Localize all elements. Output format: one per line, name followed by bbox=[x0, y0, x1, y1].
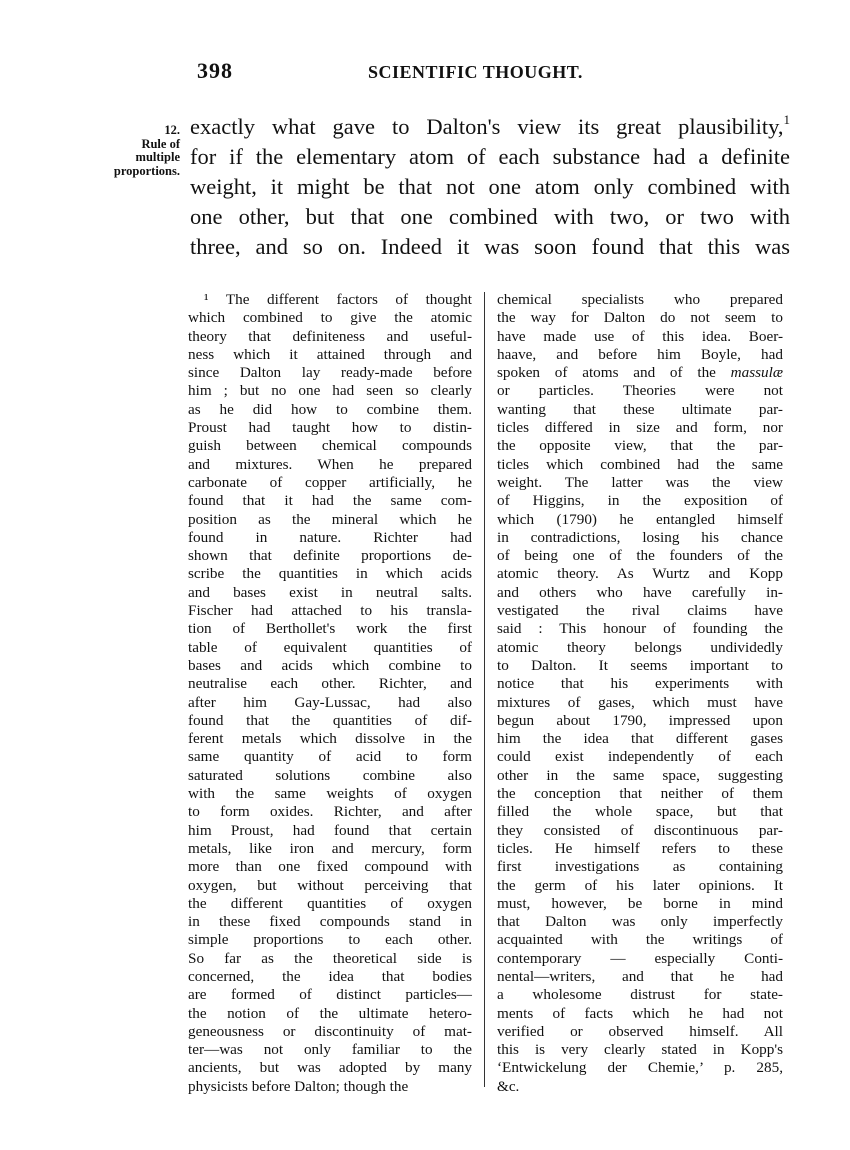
footnote-line: him ; but no one had seen so clearly bbox=[188, 382, 472, 400]
footnote-line: the way for Dalton do not seem to bbox=[497, 309, 783, 327]
footnote-line: which (1790) he entangled himself bbox=[497, 510, 783, 528]
footnote-line: ferent metals which dissolve in the bbox=[188, 730, 472, 748]
footnote-line: oxygen, but without perceiving that bbox=[188, 876, 472, 894]
footnote-line: atomic theory belongs undividedly bbox=[497, 638, 783, 656]
footnote-line: neutralise each other. Richter, and bbox=[188, 675, 472, 693]
footnote-line: to Dalton. It seems important to bbox=[497, 656, 783, 674]
footnote-line: weight. The latter was the view bbox=[497, 473, 783, 491]
footnote-line: haave, and before him Boyle, had bbox=[497, 345, 783, 363]
footnote-line: ments of facts which he had not bbox=[497, 1004, 783, 1022]
footnote-line: ticles differed in size and form, nor bbox=[497, 419, 783, 437]
margin-note bbox=[88, 124, 180, 178]
footnote-left-column bbox=[188, 291, 472, 1096]
footnote-line: first investigations as containing bbox=[497, 858, 783, 876]
footnote-line: since Dalton lay ready-made before bbox=[188, 364, 472, 382]
footnote-line: the conception that neither of them bbox=[497, 785, 783, 803]
footnote-line: spoken of atoms and of the massulæ bbox=[497, 364, 783, 382]
margin-note-line: multiple bbox=[135, 150, 180, 164]
footnote-line: position as the mineral which he bbox=[188, 510, 472, 528]
footnote-line: him the idea that different gases bbox=[497, 730, 783, 748]
main-text-line: for if the elementary atom of each substance had a definite bbox=[190, 144, 790, 169]
footnote-line: as he did how to combine them. bbox=[188, 400, 472, 418]
margin-note-line: Rule of bbox=[141, 136, 180, 151]
footnote-line: simple proportions to each other. bbox=[188, 931, 472, 949]
footnote-line: that Dalton was only imperfectly bbox=[497, 913, 783, 931]
main-text-line: weight, it might be that not one atom only combined with bbox=[190, 174, 790, 199]
footnote-line: in these fixed compounds stand in bbox=[188, 913, 472, 931]
footnote-line: bases and acids which combine to bbox=[188, 656, 472, 674]
footnote-line: guish between chemical compounds bbox=[188, 437, 472, 455]
footnote-line: same quantity of acid to form bbox=[188, 748, 472, 766]
main-text bbox=[190, 112, 790, 262]
footnote-line: table of equivalent quantities of bbox=[188, 638, 472, 656]
footnote-line: Fischer had attached to his transla- bbox=[188, 602, 472, 620]
footnote-line: ‘Entwickelung der Chemie,’ p. 285, bbox=[497, 1059, 783, 1077]
footnote-line: concerned, the idea that bodies bbox=[188, 967, 472, 985]
footnote-right-column bbox=[497, 291, 783, 1096]
footnote-line: the germ of his later opinions. It bbox=[497, 876, 783, 894]
footnote-line: carbonate of copper artificially, he bbox=[188, 473, 472, 491]
footnote-line: verified or observed himself. All bbox=[497, 1022, 783, 1040]
footnote-line: after him Gay-Lussac, had also bbox=[188, 693, 472, 711]
footnote-line: with the same weights of oxygen bbox=[188, 785, 472, 803]
main-text-line: one other, but that one combined with two, or two with bbox=[190, 204, 790, 229]
footnote-line: to form oxides. Richter, and after bbox=[188, 803, 472, 821]
footnote-line: mixtures of gases, which must have bbox=[497, 693, 783, 711]
footnote-line: scribe the quantities in which acids bbox=[188, 565, 472, 583]
footnote-line: of Higgins, in the exposition of bbox=[497, 492, 783, 510]
footnote-line: could exist independently of each bbox=[497, 748, 783, 766]
footnote-line: more than one fixed compound with bbox=[188, 858, 472, 876]
footnote-line: of being one of the founders of the bbox=[497, 547, 783, 565]
footnote-line: ¹ The different factors of thought bbox=[204, 291, 472, 308]
main-text-line: three, and so on. Indeed it was soon found that this was bbox=[190, 234, 790, 259]
footnote-line: a wholesome distrust for state- bbox=[497, 986, 783, 1004]
footnote-line: the different quantities of oxygen bbox=[188, 894, 472, 912]
footnote-line: acquainted with the writings of bbox=[497, 931, 783, 949]
footnote-line: geneousness or discontinuity of mat- bbox=[188, 1022, 472, 1040]
footnote-line: begun about 1790, impressed upon bbox=[497, 711, 783, 729]
footnote-line: this is very clearly stated in Kopp's bbox=[497, 1041, 783, 1059]
footnote-line: saturated solutions combine also bbox=[188, 766, 472, 784]
footnote-line: have made use of this idea. Boer- bbox=[497, 327, 783, 345]
footnote-line: vestigated the rival claims have bbox=[497, 602, 783, 620]
footnote-line: and bases exist in neutral salts. bbox=[188, 583, 472, 601]
section-number: 12. bbox=[164, 123, 180, 137]
footnote-line: are formed of distinct particles— bbox=[188, 986, 472, 1004]
footnote-line: nental—writers, and that he had bbox=[497, 967, 783, 985]
footnote-line: &c. bbox=[497, 1077, 520, 1095]
footnote-line: must, however, be borne in mind bbox=[497, 894, 783, 912]
footnote-line: Proust had taught how to distin- bbox=[188, 419, 472, 437]
footnote-line: other in the same space, suggesting bbox=[497, 766, 783, 784]
page-number: 398 bbox=[197, 58, 233, 83]
footnote-line: notice that his experiments with bbox=[497, 675, 783, 693]
footnote-line: ness which it attained through and bbox=[188, 345, 472, 363]
footnote-ref: 1 bbox=[783, 112, 790, 127]
footnote-line: the notion of the ultimate hetero- bbox=[188, 1004, 472, 1022]
margin-note-line: proportions. bbox=[113, 163, 180, 178]
footnote-line: metals, like iron and mercury, form bbox=[188, 839, 472, 857]
footnote-line: they consisted of discontinuous par- bbox=[497, 821, 783, 839]
footnote-line: ticles. He himself refers to these bbox=[497, 839, 783, 857]
footnote-line: shown that definite proportions de- bbox=[188, 547, 472, 565]
main-text-line: exactly what gave to Dalton's view its great plausibility,$^1$ bbox=[190, 112, 790, 139]
footnote-line: atomic theory. As Wurtz and Kopp bbox=[497, 565, 783, 583]
footnote-line: or particles. Theories were not bbox=[497, 382, 783, 400]
column-rule bbox=[484, 292, 485, 1087]
footnote-line: and others who have carefully in- bbox=[497, 583, 783, 601]
footnote-line: chemical specialists who prepared bbox=[497, 291, 783, 308]
footnote-line: theory that definiteness and useful- bbox=[188, 327, 472, 345]
footnote-line: physicists before Dalton; though the bbox=[188, 1077, 409, 1095]
footnote-line: the opposite view, that the par- bbox=[497, 437, 783, 455]
footnote-line: So far as the theoretical side is bbox=[188, 949, 472, 967]
footnote-line: which combined to give the atomic bbox=[188, 309, 472, 327]
footnote-line: contemporary — especially Conti- bbox=[497, 949, 783, 967]
footnote-line: found that it had the same com- bbox=[188, 492, 472, 510]
footnote-line: wanting that these ultimate par- bbox=[497, 400, 783, 418]
footnote-line: found in nature. Richter had bbox=[188, 528, 472, 546]
footnote-line: tion of Berthollet's work the first bbox=[188, 620, 472, 638]
footnote-line: and mixtures. When he prepared bbox=[188, 455, 472, 473]
footnote-line: ticles which combined had the same bbox=[497, 455, 783, 473]
footnote-line: filled the whole space, but that bbox=[497, 803, 783, 821]
footnote-line: found that the quantities of dif- bbox=[188, 711, 472, 729]
footnote-line: ter—was not only familiar to the bbox=[188, 1041, 472, 1059]
running-head: SCIENTIFIC THOUGHT. bbox=[368, 62, 583, 82]
footnote-line: in contradictions, losing his chance bbox=[497, 528, 783, 546]
footnote-line: said : This honour of founding the bbox=[497, 620, 783, 638]
footnote-line: ancients, but was adopted by many bbox=[188, 1059, 472, 1077]
footnote-line: him Proust, had found that certain bbox=[188, 821, 472, 839]
